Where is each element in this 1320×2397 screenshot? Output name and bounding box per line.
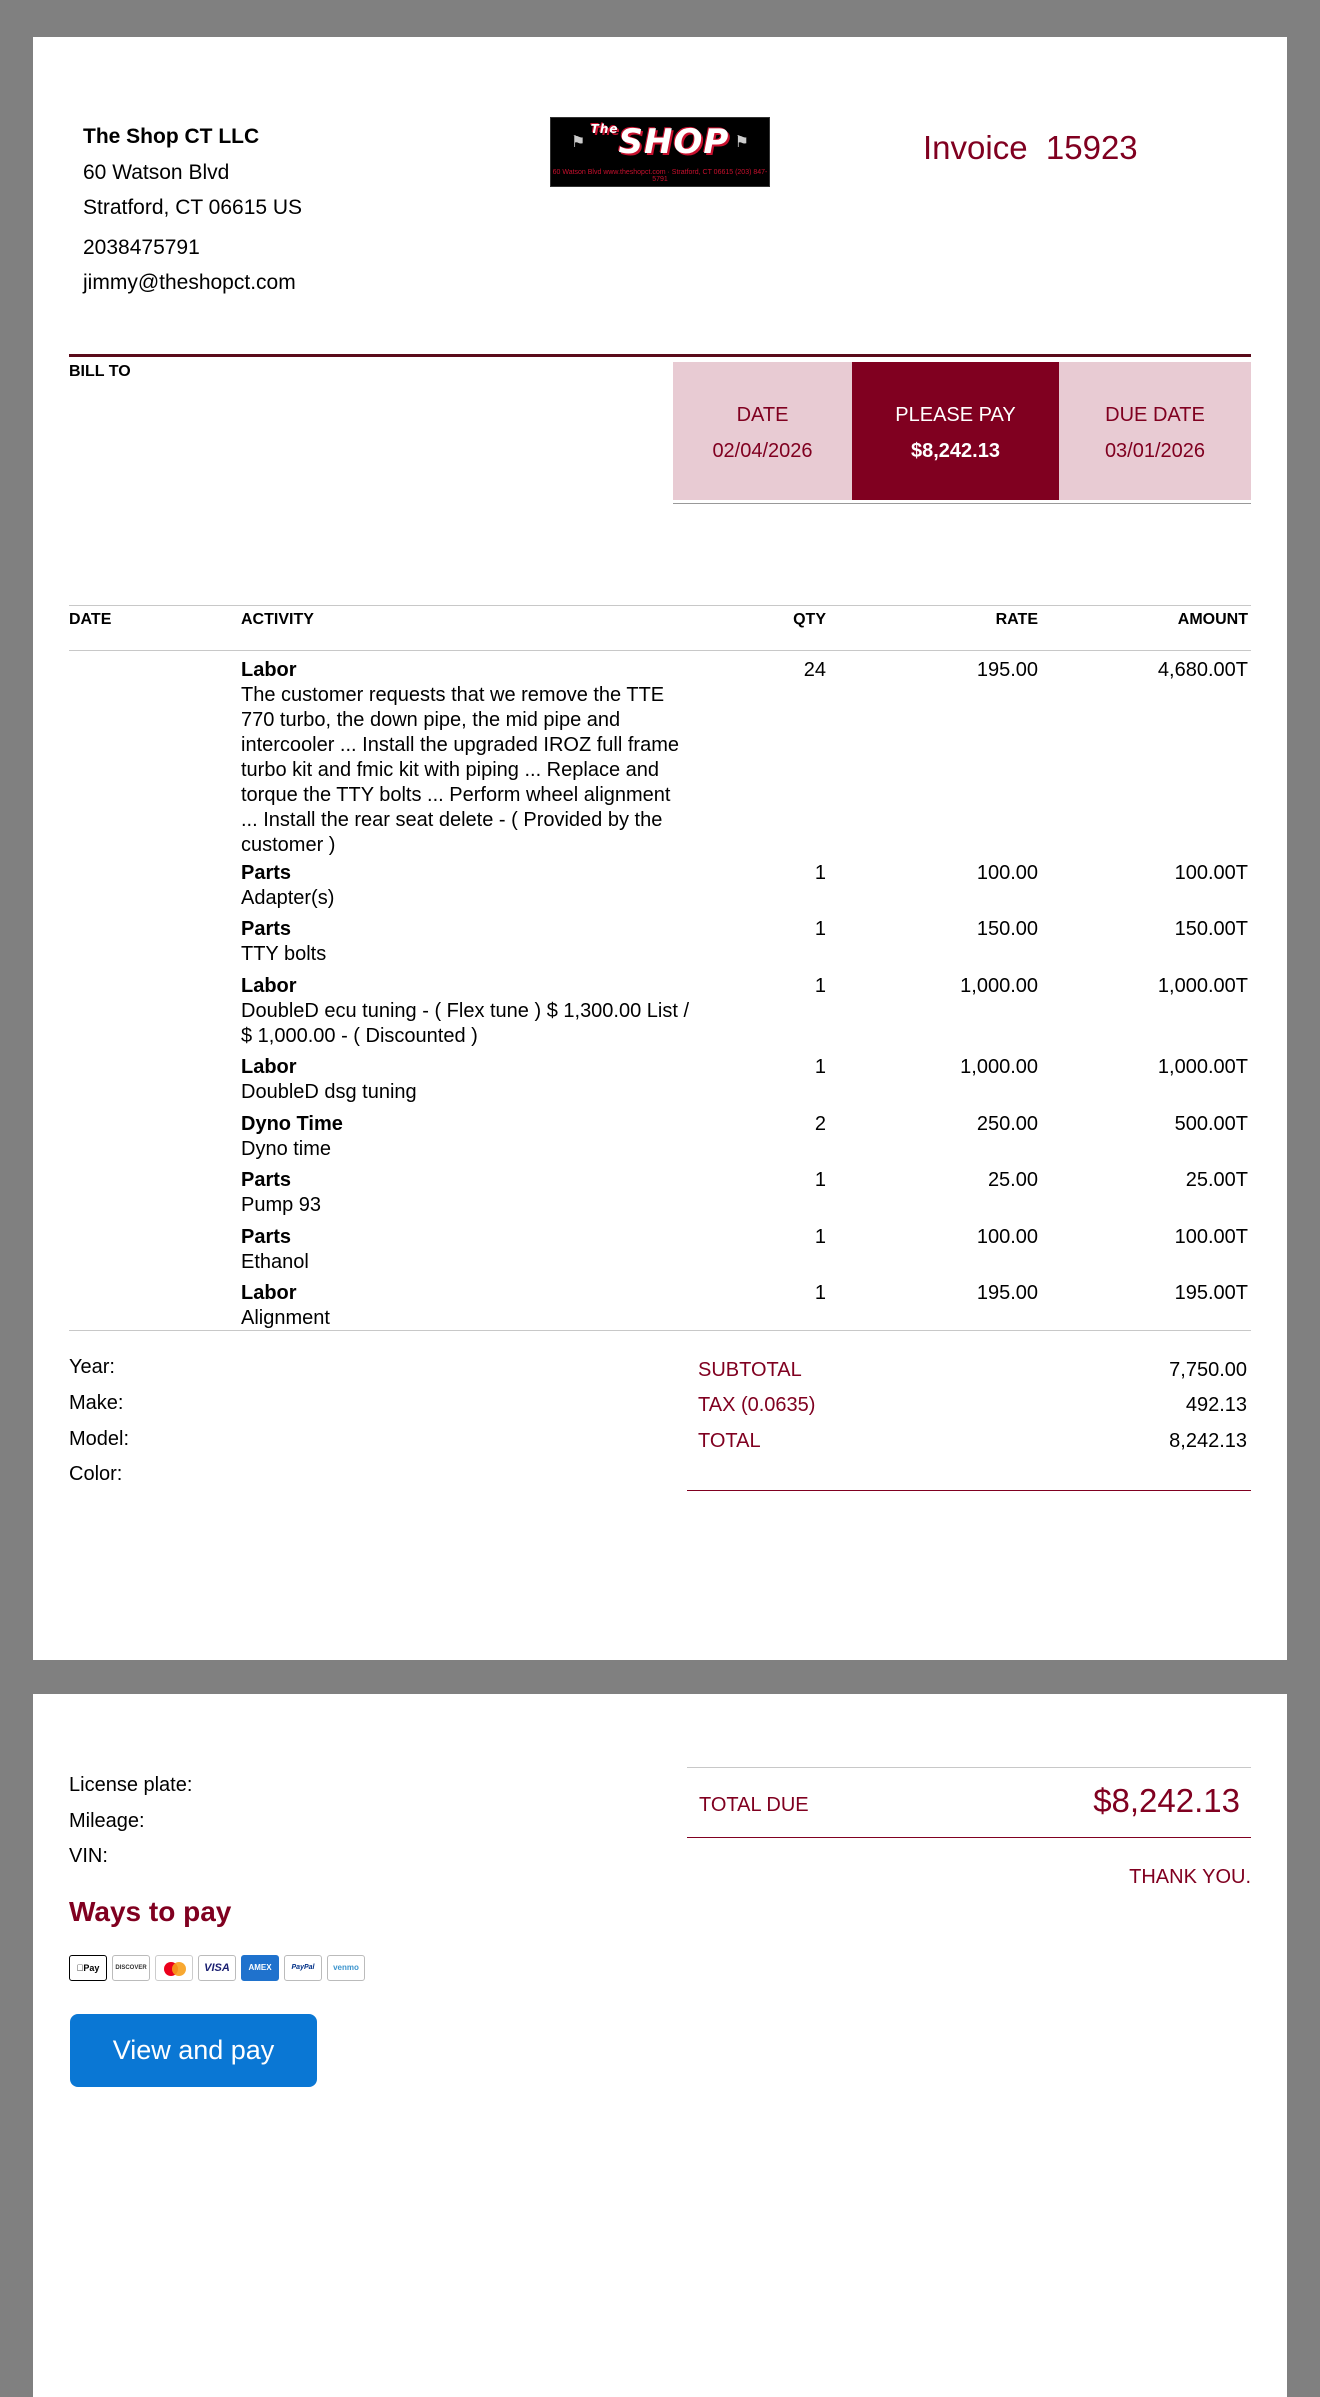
amex-icon: AMEX [241, 1955, 279, 1981]
activity-title: Labor [241, 975, 297, 997]
col-header-qty: QTY [793, 611, 826, 628]
company-address-line1: 60 Watson Blvd [83, 161, 230, 184]
vehicle-model-label: Model: [69, 1428, 130, 1450]
amount-cell: 195.00T [1174, 1282, 1248, 1304]
col-header-amount: AMOUNT [1177, 611, 1248, 628]
please-pay-label: PLEASE PAY [895, 404, 1016, 426]
company-logo [550, 117, 770, 187]
col-header-rate: RATE [995, 611, 1038, 628]
invoice-page-2 [33, 1694, 1287, 2397]
mastercard-circles [156, 1956, 193, 1981]
rate-cell: 1,000.00 [960, 975, 1038, 997]
company-phone: 2038475791 [83, 236, 200, 259]
activity-title: Parts [241, 862, 292, 884]
total-label: TOTAL [698, 1430, 761, 1452]
activity-cell [241, 1225, 691, 1275]
col-header-date: DATE [69, 611, 112, 628]
subtotal-label: SUBTOTAL [698, 1359, 802, 1381]
rate-cell: 1,000.00 [960, 1056, 1038, 1078]
checkered-flag-icon: ⚑ [734, 134, 749, 151]
vehicle-make-label: Make: [69, 1392, 124, 1414]
qty-cell: 1 [814, 1282, 826, 1304]
please-pay-amount: $8,242.13 [911, 440, 1000, 462]
activity-cell [241, 1112, 691, 1162]
logo-subtext: 60 Watson Blvd www.theshopct.com · Stratford, CT 06615 (203) 847-5791 [552, 169, 768, 183]
visa-icon: VISA [198, 1955, 236, 1981]
activity-title: Dyno Time [241, 1113, 343, 1135]
date-label: DATE [736, 404, 789, 426]
license-plate-label: License plate: [69, 1774, 193, 1796]
company-email: jimmy@theshopct.com [83, 271, 296, 294]
due-date: 03/01/2026 [1104, 440, 1206, 462]
table-header-bottom-rule [69, 650, 1251, 651]
subtotal-value: 7,750.00 [1169, 1359, 1247, 1381]
checkered-flag-icon: ⚑ [571, 134, 586, 151]
apple-pay-icon: Pay [69, 1955, 107, 1981]
qty-cell: 1 [814, 1169, 826, 1191]
activity-title: Parts [241, 1226, 292, 1248]
rate-cell: 250.00 [976, 1113, 1038, 1135]
amount-cell: 25.00T [1185, 1169, 1248, 1191]
totals-divider [687, 1490, 1251, 1491]
rate-cell: 25.00 [987, 1169, 1038, 1191]
mileage-label: Mileage: [69, 1810, 145, 1832]
total-due-top-rule [687, 1767, 1251, 1768]
amount-cell: 1,000.00T [1157, 1056, 1248, 1078]
activity-description: Pump 93 [241, 1194, 322, 1216]
activity-title: Labor [241, 1056, 297, 1078]
amount-cell: 100.00T [1174, 1226, 1248, 1248]
qty-cell: 1 [814, 1226, 826, 1248]
company-address-line2: Stratford, CT 06615 US [83, 196, 303, 219]
qty-cell: 1 [814, 862, 826, 884]
due-date-box [1059, 362, 1251, 500]
due-date-label: DUE DATE [1105, 404, 1205, 426]
paypal-icon: PayPal [284, 1955, 322, 1981]
rate-cell: 100.00 [976, 862, 1038, 884]
amount-cell: 1,000.00T [1157, 975, 1248, 997]
logo-wordmark: $^{The}$SHOP [590, 122, 730, 162]
activity-description: Alignment [241, 1307, 330, 1329]
activity-cell [241, 974, 691, 1049]
col-header-activity: ACTIVITY [241, 611, 314, 628]
activity-cell [241, 917, 691, 967]
header-divider [69, 354, 1251, 357]
venmo-icon: venmo [327, 1955, 365, 1981]
qty-cell: 1 [814, 918, 826, 940]
rate-cell: 195.00 [976, 659, 1038, 681]
activity-description: The customer requests that we remove the TTE 770 turbo, the down pipe, the mid pipe and intercooler ... Install the upgraded IROZ full frame turbo kit and fmic kit with piping ... Replace and torque the TTY bolts ... Perform wheel alignment ... Install the rear seat delete - ( Provided by the customer ) [241, 684, 679, 856]
activity-cell [241, 1168, 691, 1218]
rate-cell: 150.00 [976, 918, 1038, 940]
activity-title: Labor [241, 659, 297, 681]
activity-cell [241, 658, 691, 858]
tax-label: TAX (0.0635) [698, 1394, 816, 1416]
amount-cell: 150.00T [1174, 918, 1248, 940]
activity-description: Dyno time [241, 1138, 332, 1160]
tax-value: 492.13 [1185, 1394, 1247, 1416]
summary-divider [673, 503, 1251, 504]
activity-description: TTY bolts [241, 943, 327, 965]
amount-cell: 4,680.00T [1157, 659, 1248, 681]
please-pay-box [852, 362, 1059, 500]
company-name: The Shop CT LLC [83, 125, 260, 148]
activity-cell [241, 861, 691, 911]
table-bottom-rule [69, 1330, 1251, 1331]
bill-to-label: BILL TO [69, 363, 131, 380]
qty-cell: 1 [814, 975, 826, 997]
activity-title: Parts [241, 918, 292, 940]
amount-cell: 500.00T [1174, 1113, 1248, 1135]
table-header-top-rule [69, 605, 1251, 606]
view-and-pay-button[interactable]: View and pay [70, 2014, 317, 2087]
vehicle-year-label: Year: [69, 1356, 115, 1378]
invoice-page-1 [33, 37, 1287, 1660]
vehicle-color-label: Color: [69, 1463, 123, 1485]
activity-description: DoubleD ecu tuning - ( Flex tune ) $ 1,300.00 List / $ 1,000.00 - ( Discounted ) [241, 1000, 690, 1047]
activity-description: Ethanol [241, 1251, 309, 1273]
activity-description: DoubleD dsg tuning [241, 1081, 417, 1103]
qty-cell: 2 [814, 1113, 826, 1135]
invoice-date: 02/04/2026 [712, 440, 813, 462]
activity-cell [241, 1055, 691, 1105]
qty-cell: 24 [803, 659, 826, 681]
thank-you-text: THANK YOU. [1129, 1866, 1251, 1888]
rate-cell: 100.00 [976, 1226, 1038, 1248]
vin-label: VIN: [69, 1845, 108, 1867]
total-due-value: $8,242.13 [1093, 1782, 1240, 1819]
invoice-title: Invoice 15923 [923, 129, 1138, 166]
ways-to-pay-heading: Ways to pay [69, 1896, 232, 1927]
amount-cell: 100.00T [1174, 862, 1248, 884]
activity-cell [241, 1281, 691, 1331]
rate-cell: 195.00 [976, 1282, 1038, 1304]
total-due-bottom-rule [687, 1837, 1251, 1838]
qty-cell: 1 [814, 1056, 826, 1078]
date-box [673, 362, 852, 500]
activity-title: Parts [241, 1169, 292, 1191]
activity-title: Labor [241, 1282, 297, 1304]
total-due-label: TOTAL DUE [699, 1794, 809, 1816]
activity-description: Adapter(s) [241, 887, 335, 909]
discover-icon: DISCOVER [112, 1955, 150, 1981]
total-value: 8,242.13 [1169, 1430, 1247, 1452]
mastercard-icon [155, 1955, 193, 1981]
